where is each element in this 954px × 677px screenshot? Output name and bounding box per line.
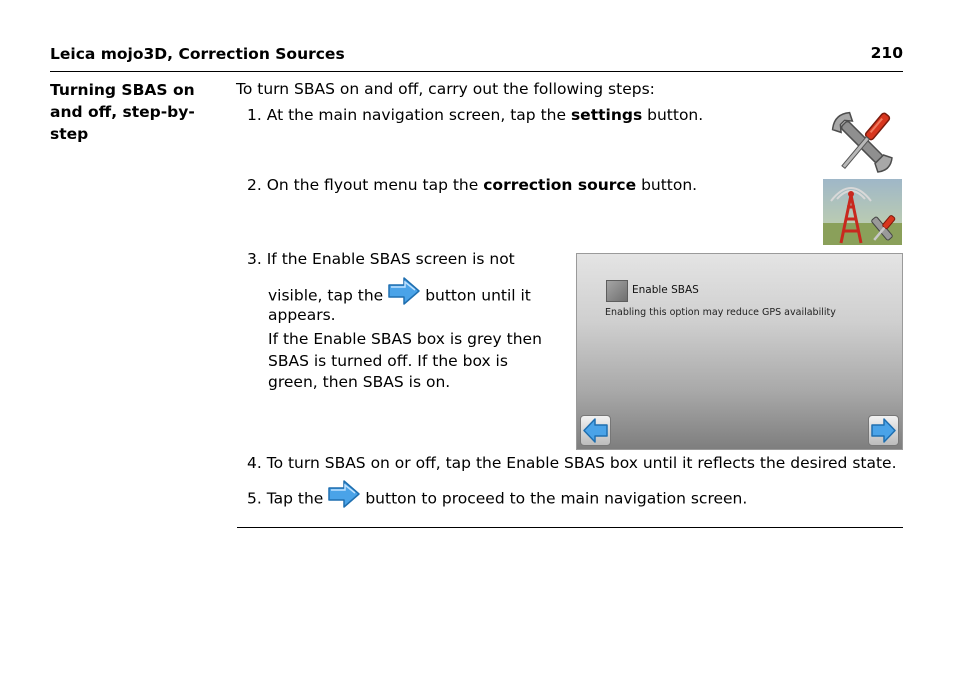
step-number: 4. [247, 454, 262, 472]
step-keyword: settings [570, 106, 643, 124]
step-3-line: If the Enable SBAS box is grey then [268, 330, 542, 348]
footer-divider [237, 527, 903, 528]
sbas-warning-note: Enabling this option may reduce GPS availability [605, 307, 836, 318]
step-3-line [247, 248, 515, 270]
step-5 [247, 479, 747, 519]
section-heading-line: and off, step-by- [50, 103, 195, 121]
step-keyword: correction source [483, 176, 637, 194]
step-text: button. [647, 106, 704, 124]
step-text: visible, tap the [268, 286, 384, 305]
step-number: 1. [247, 106, 262, 124]
step-4 [247, 452, 897, 474]
step-3-line: SBAS is turned off. If the box is [268, 352, 508, 370]
next-arrow-icon [327, 479, 361, 519]
next-arrow-icon [869, 416, 898, 445]
step-text: On the flyout menu tap the [266, 176, 479, 194]
section-heading-line: step [50, 125, 89, 143]
back-button[interactable] [580, 415, 611, 446]
enable-sbas-screenshot [576, 253, 903, 450]
step-text: At the main navigation screen, tap the [266, 106, 567, 124]
section-heading [50, 79, 215, 145]
next-arrow-icon [387, 276, 421, 316]
step-3-line: green, then SBAS is on. [268, 373, 451, 391]
step-number: 3. [247, 250, 262, 268]
header-divider [50, 71, 903, 72]
step-text: button to proceed to the main navigation screen. [365, 489, 748, 508]
enable-sbas-checkbox[interactable] [606, 280, 628, 302]
document-title: Leica mojo3D, Correction Sources [50, 45, 345, 63]
step-text: button until it [425, 286, 531, 305]
step-3-line: appears. [268, 306, 336, 324]
section-heading-line: Turning SBAS on [50, 81, 195, 99]
step-number: 2. [247, 176, 262, 194]
step-2 [247, 174, 697, 196]
step-text: button. [641, 176, 698, 194]
correction-source-icon [823, 179, 902, 245]
enable-sbas-label: Enable SBAS [632, 284, 699, 296]
settings-icon [820, 108, 906, 178]
next-button[interactable] [868, 415, 899, 446]
step-text: Tap the [266, 489, 324, 508]
intro-text: To turn SBAS on and off, carry out the following steps: [236, 80, 655, 98]
page-number: 210 [870, 44, 903, 62]
step-number: 5. [247, 489, 262, 508]
step-1 [247, 104, 703, 126]
step-text: To turn SBAS on or off, tap the Enable SBAS box until it reflects the desired state. [266, 454, 897, 472]
step-text: If the Enable SBAS screen is not [266, 250, 515, 268]
back-arrow-icon [581, 416, 610, 445]
